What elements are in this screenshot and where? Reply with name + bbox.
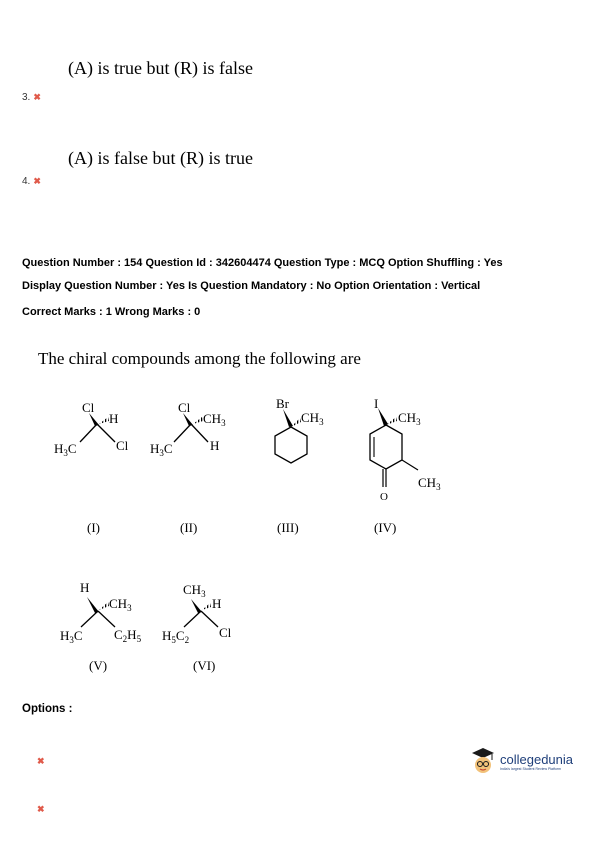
question-meta-line2: Display Question Number : Yes Is Question Mandatory : No Option Orientation : Vertical xyxy=(22,280,481,292)
structure-IV xyxy=(370,396,441,535)
structure-II-label: (II) xyxy=(180,520,198,535)
structure-II-top: Cl xyxy=(178,400,191,415)
question-meta-line3: Correct Marks : 1 Wrong Marks : 0 xyxy=(22,306,201,318)
structure-VI-label: (VI) xyxy=(193,658,216,673)
structure-IV-sub: I xyxy=(374,396,379,411)
collegedunia-logo-icon xyxy=(470,746,496,776)
structure-IV-oxygen: O xyxy=(380,491,388,503)
structure-II-left: $H_3C$ xyxy=(150,441,173,458)
brand-name: collegedunia xyxy=(500,751,574,767)
cross-icon: ✖ xyxy=(37,756,45,766)
brand-tagline: India's largest Student Review Platform xyxy=(500,766,561,771)
structure-I xyxy=(54,400,129,535)
structure-VI-wedge: H xyxy=(212,596,222,611)
option-3-number: 3. xyxy=(22,92,31,103)
structure-IV-ring-substituent: $CH_3$ xyxy=(418,475,441,492)
structure-V-top: H xyxy=(80,580,90,595)
structure-IV-label: (IV) xyxy=(374,520,397,535)
structure-VI-left: $H_5C_2$ xyxy=(162,628,190,645)
structure-II xyxy=(150,400,226,535)
structure-III-sub: Br xyxy=(276,396,289,411)
structure-I-right: Cl xyxy=(116,438,129,453)
option-4-number: 4. xyxy=(22,176,31,187)
structure-II-right: H xyxy=(210,438,220,453)
collegedunia-branding xyxy=(470,746,573,776)
structure-I-label: (I) xyxy=(87,520,100,535)
chemical-structures-figure xyxy=(0,390,595,690)
structure-II-wedge: $CH_3$ xyxy=(203,411,226,428)
option-4-text: (A) is false but (R) is true xyxy=(68,148,253,168)
structure-V xyxy=(60,580,142,673)
structure-VI-top: $CH_3$ xyxy=(183,582,206,599)
structure-III-wedge: $CH_3$ xyxy=(301,410,324,427)
structure-III-label: (III) xyxy=(277,520,299,535)
structure-VI xyxy=(162,582,232,673)
question-meta-line1: Question Number : 154 Question Id : 342604474 Question Type : MCQ Option Shuffling : Yes xyxy=(22,257,503,269)
cross-icon: ✖ xyxy=(37,804,45,814)
structure-I-left: $H_3C$ xyxy=(54,441,77,458)
option-3-marker xyxy=(22,92,41,103)
structure-VI-right: Cl xyxy=(219,625,232,640)
structure-V-label: (V) xyxy=(89,658,108,673)
cross-icon: ✖ xyxy=(33,176,41,186)
structure-V-right: $C_2H_5$ xyxy=(114,627,142,644)
structure-I-top: Cl xyxy=(82,400,95,415)
option-3-text: (A) is true but (R) is false xyxy=(68,58,253,78)
structure-V-left: $H_3C$ xyxy=(60,628,83,645)
structure-I-wedge: H xyxy=(109,411,119,426)
option-4-marker xyxy=(22,176,41,187)
cross-icon: ✖ xyxy=(33,92,41,102)
question-text: The chiral compounds among the following are xyxy=(38,349,361,368)
structure-IV-wedge: $CH_3$ xyxy=(398,410,421,427)
structure-III xyxy=(275,396,324,535)
options-label: Options : xyxy=(22,703,73,715)
structure-V-wedge: $CH_3$ xyxy=(109,596,132,613)
